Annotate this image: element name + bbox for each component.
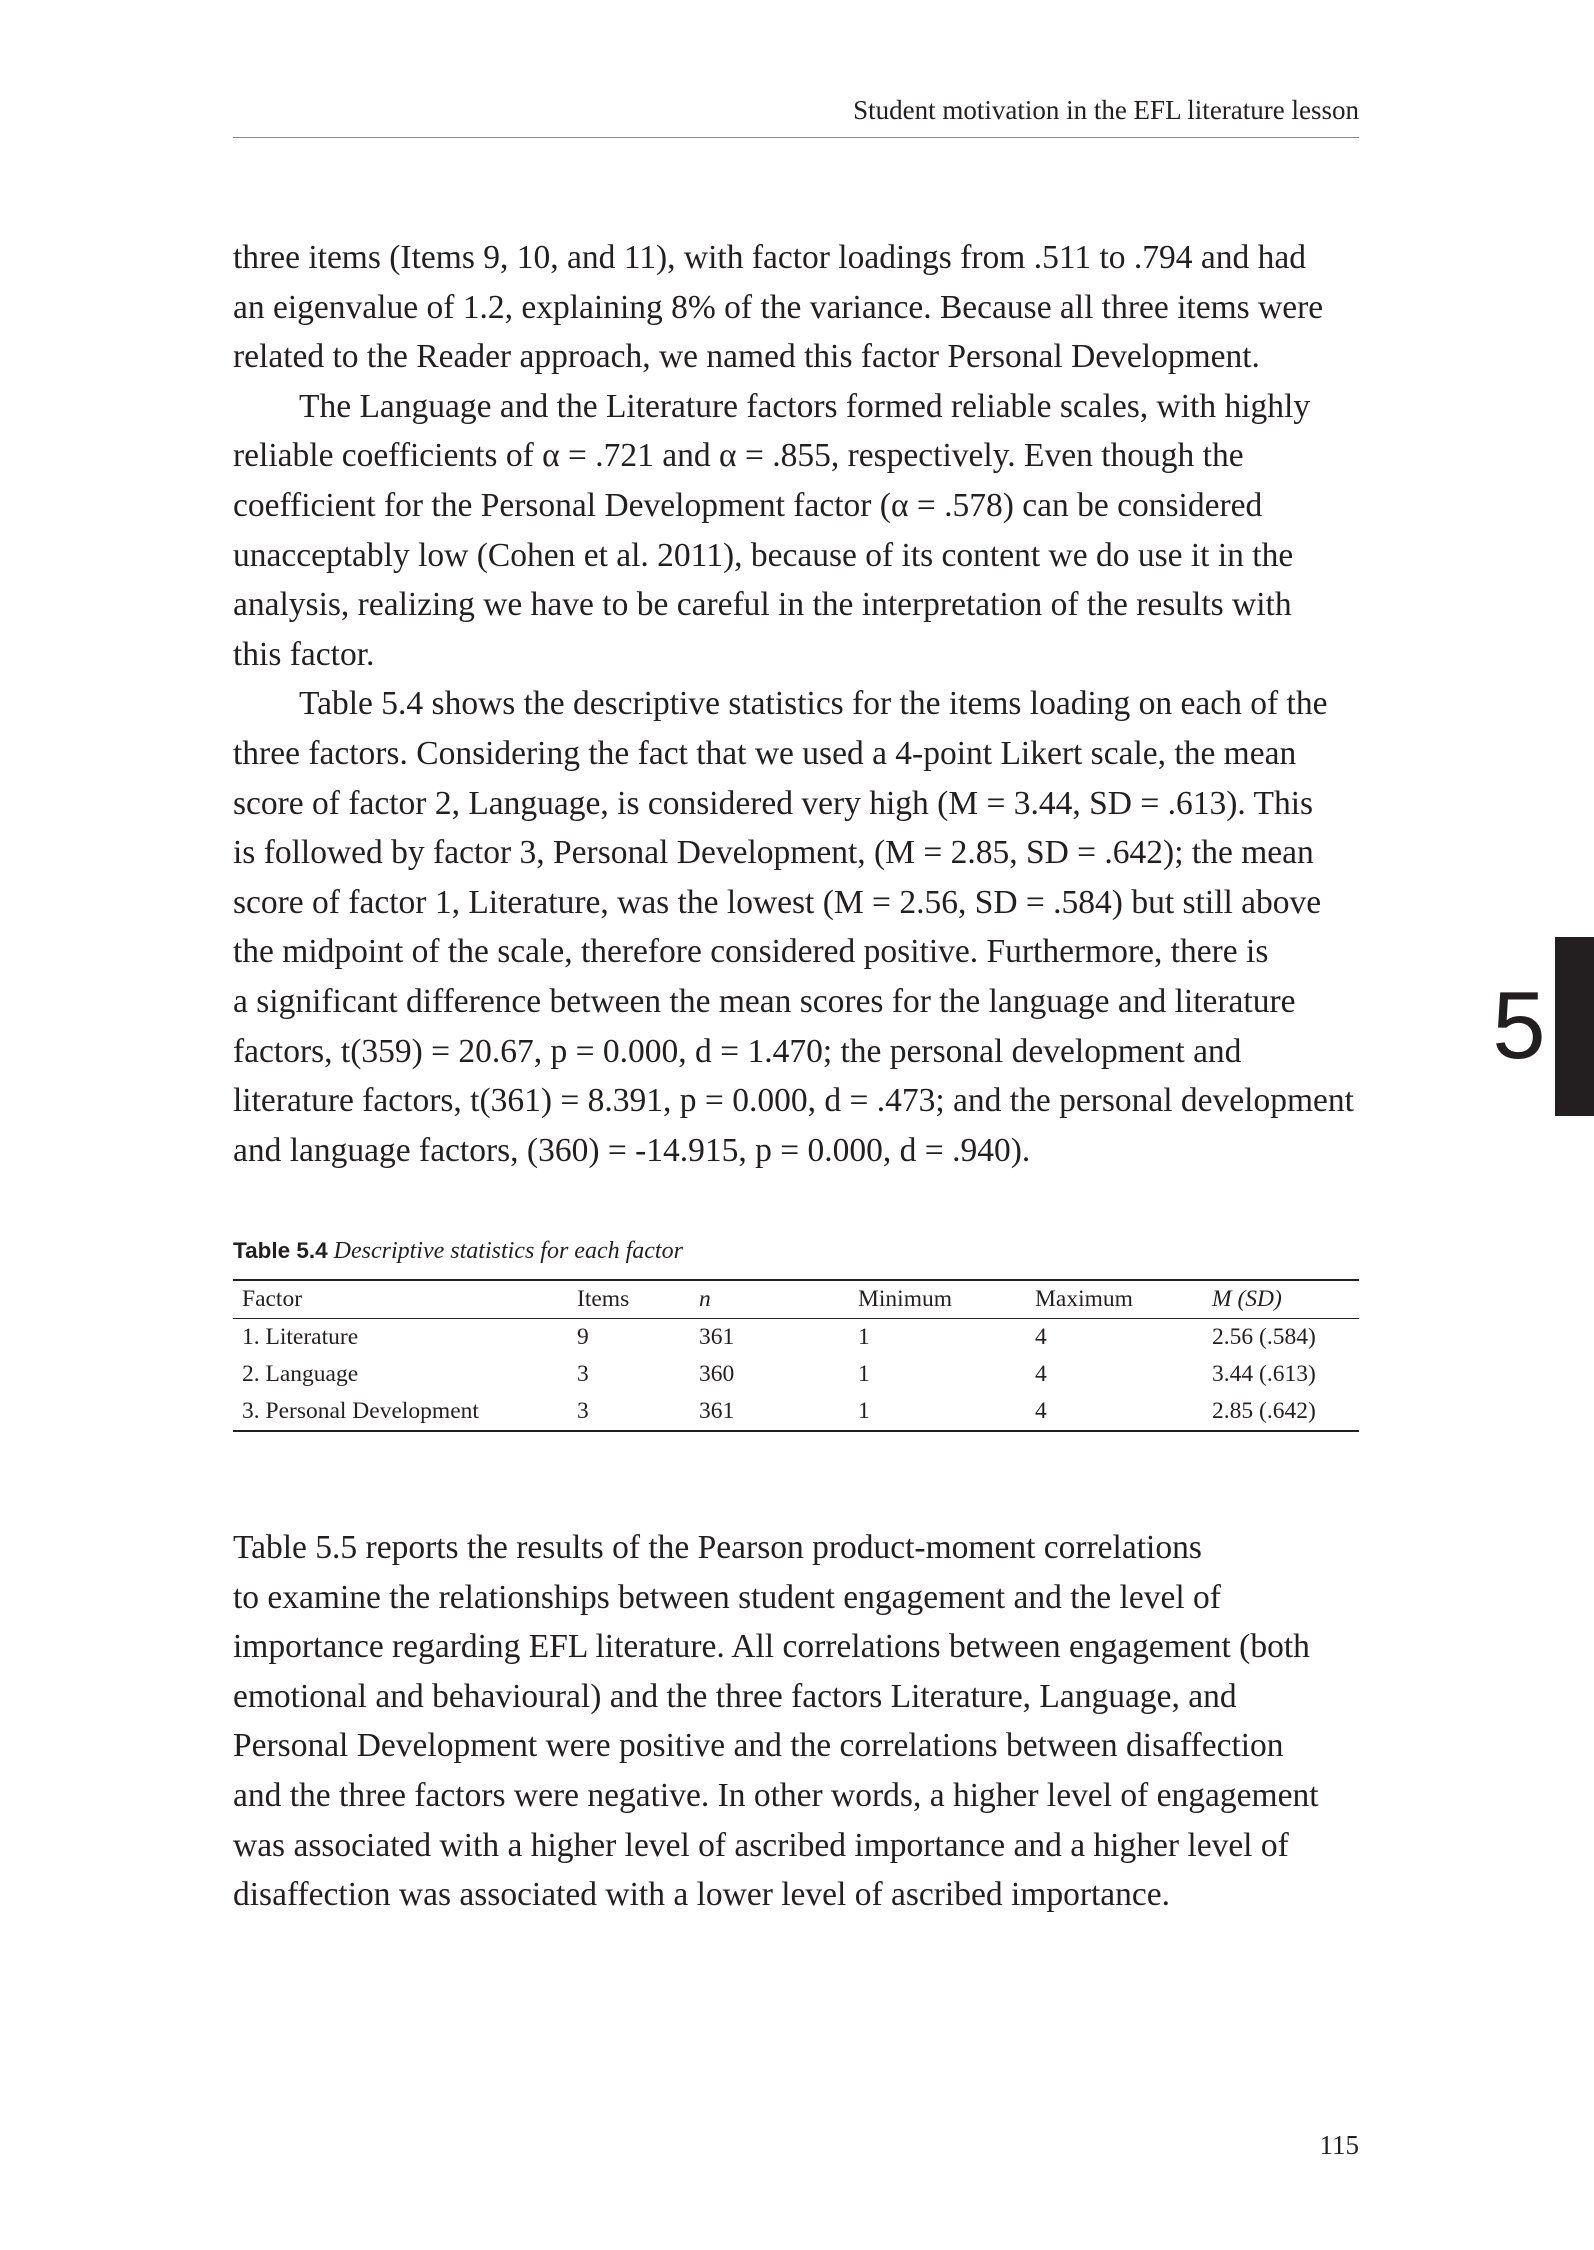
running-header: Student motivation in the EFL literature lesson <box>853 95 1359 125</box>
table-cell: 2. Language <box>242 1361 359 1387</box>
table-cell: 361 <box>699 1398 735 1424</box>
table-header-cell: Minimum <box>858 1286 953 1312</box>
text-line: a significant difference between the mean scores for the language and literature <box>233 982 1296 1020</box>
text-line: an eigenvalue of 1.2, explaining 8% of the variance. Because all three items were <box>233 288 1324 326</box>
text-line: three factors. Considering the fact that we used a 4-point Likert scale, the mean <box>233 734 1297 772</box>
table-cell: 3 <box>577 1361 589 1387</box>
text-line: and the three factors were negative. In other words, a higher level of engagement <box>233 1776 1319 1814</box>
body-text-top <box>233 233 1359 1175</box>
table-cell: 3. Personal Development <box>242 1398 479 1424</box>
text-line: three items (Items 9, 10, and 11), with factor loadings from .511 to .794 and had <box>233 239 1306 276</box>
text-line: importance regarding EFL literature. All correlations between engagement (both <box>233 1628 1310 1666</box>
text-line: disaffection was associated with a lower level of ascribed importance. <box>233 1876 1171 1914</box>
body-text-bottom <box>233 1523 1359 1920</box>
table-row <box>233 1356 1359 1393</box>
text-line: and language factors, (360) = -14.915, p = 0.000, d = .940). <box>233 1131 1031 1169</box>
text-line: analysis, realizing we have to be careful in the interpretation of the results with <box>233 586 1292 624</box>
text-line: Table 5.4 shows the descriptive statistics for the items loading on each of the <box>299 685 1328 723</box>
text-line: was associated with a higher level of ascribed importance and a higher level of <box>233 1826 1289 1864</box>
text-line: this factor. <box>233 635 375 673</box>
table-header-cell: n <box>699 1286 711 1312</box>
table-caption-label: Table 5.4 <box>233 1238 328 1263</box>
table-header-cell: Items <box>577 1286 630 1312</box>
text-line: literature factors, t(361) = 8.391, p = 0.000, d = .473; and the personal development <box>233 1082 1354 1120</box>
header-rule <box>233 137 1359 138</box>
text-line: Table 5.5 reports the results of the Pearson product-moment correlations <box>233 1529 1202 1566</box>
chapter-number: 5 <box>1492 972 1546 1079</box>
table-cell: 2.85 (.642) <box>1212 1398 1316 1424</box>
table-cell: 2.56 (.584) <box>1212 1324 1316 1350</box>
table-cell: 1 <box>858 1398 870 1424</box>
table-cell: 360 <box>699 1361 735 1387</box>
table-cell: 3 <box>577 1398 589 1424</box>
table-cell: 1 <box>858 1361 870 1387</box>
chapter-tab-bar <box>1555 937 1594 1116</box>
text-line: unacceptably low (Cohen et al. 2011), because of its content we do use it in the <box>233 536 1294 574</box>
table-cell: 1 <box>858 1324 870 1350</box>
text-line: emotional and behavioural) and the three factors Literature, Language, and <box>233 1677 1237 1715</box>
text-line: is followed by factor 3, Personal Development, (M = 2.85, SD = .642); the mean <box>233 834 1314 872</box>
table-cell: 3.44 (.613) <box>1212 1361 1316 1387</box>
table-header-row <box>233 1280 1359 1319</box>
table-header-cell: Factor <box>242 1286 303 1312</box>
text-line: reliable coefficients of α = .721 and α = .855, respectively. Even though the <box>233 437 1244 475</box>
table-cell: 361 <box>699 1324 735 1350</box>
table-cell: 9 <box>577 1324 589 1350</box>
text-line: score of factor 1, Literature, was the lowest (M = 2.56, SD = .584) but still above <box>233 883 1322 921</box>
table-caption-text: Descriptive statistics for each factor <box>333 1238 683 1264</box>
table-header-cell: Maximum <box>1035 1286 1133 1312</box>
page-number: 115 <box>1319 2130 1359 2160</box>
text-line: coefficient for the Personal Development factor (α = .578) can be considered <box>233 486 1263 524</box>
table-cell: 4 <box>1035 1398 1047 1424</box>
table-cell: 4 <box>1035 1361 1047 1387</box>
table-cell: 4 <box>1035 1324 1047 1350</box>
text-line: the midpoint of the scale, therefore considered positive. Furthermore, there is <box>233 933 1269 971</box>
text-line: related to the Reader approach, we named this factor Personal Development. <box>233 338 1260 376</box>
descriptive-statistics-table <box>233 1279 1359 1432</box>
text-line: Personal Development were positive and the correlations between disaffection <box>233 1727 1284 1765</box>
table-caption <box>233 1235 683 1267</box>
table-cell: 1. Literature <box>242 1324 359 1350</box>
text-line: factors, t(359) = 20.67, p = 0.000, d = 1.470; the personal development and <box>233 1032 1242 1070</box>
text-line: to examine the relationships between student engagement and the level of <box>233 1578 1221 1616</box>
text-line: The Language and the Literature factors formed reliable scales, with highly <box>299 387 1311 425</box>
table-header-cell: M (SD) <box>1212 1286 1282 1312</box>
table-row <box>233 1393 1359 1431</box>
text-line: score of factor 2, Language, is considered very high (M = 3.44, SD = .613). This <box>233 784 1314 822</box>
table-row <box>233 1319 1359 1357</box>
